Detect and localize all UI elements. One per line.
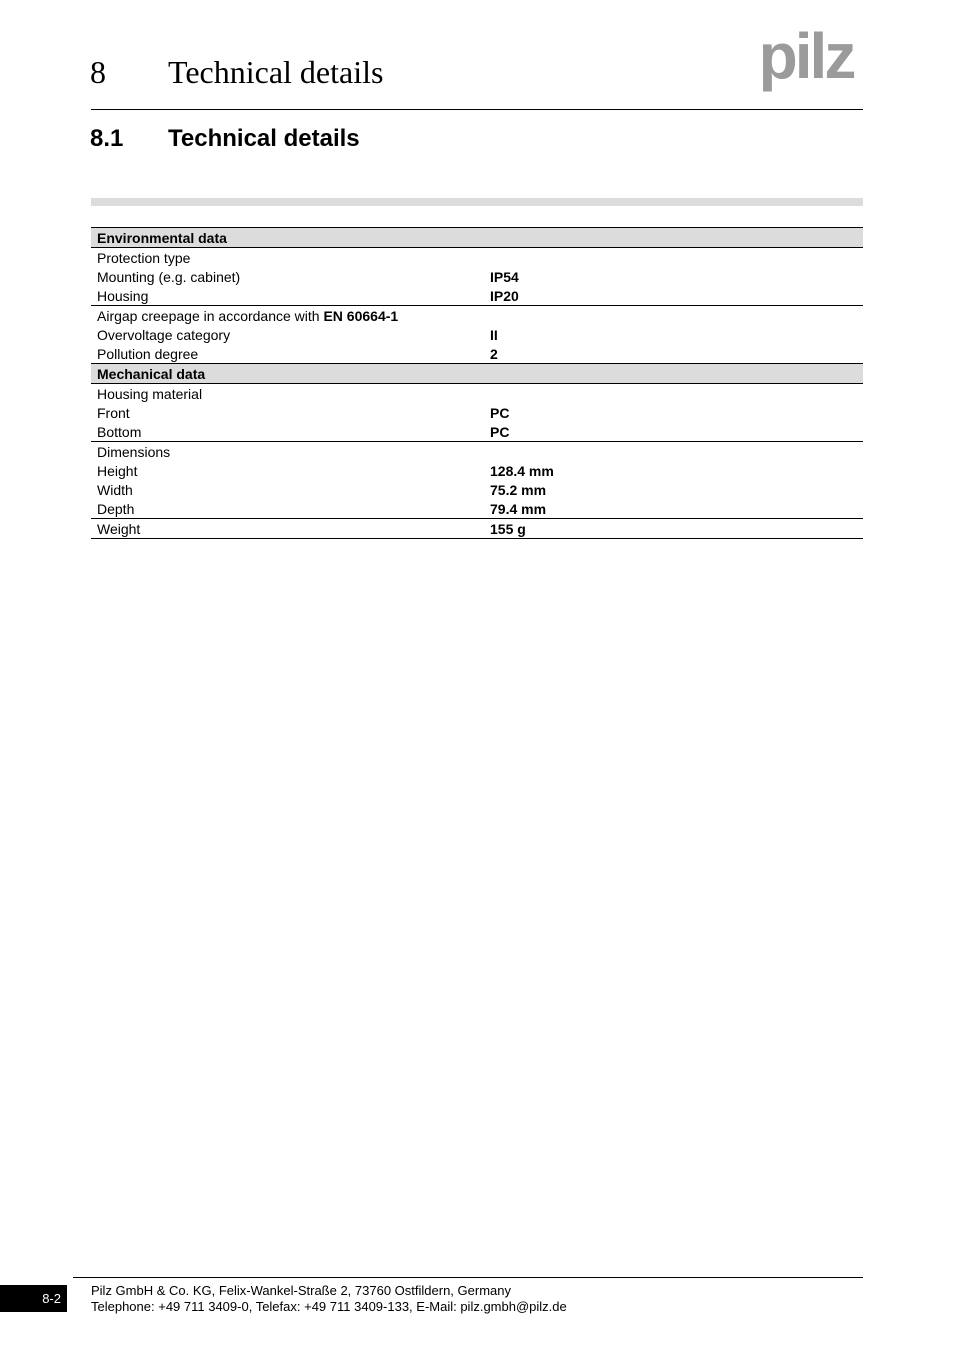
- row-label: Housing material: [97, 386, 203, 402]
- row-label: Protection type: [97, 250, 191, 266]
- table-row: [91, 248, 863, 268]
- table-row: [91, 344, 863, 364]
- table-section-header: [91, 364, 863, 384]
- table-row: [91, 422, 863, 442]
- row-label: [91, 306, 484, 326]
- table-row: [91, 461, 863, 480]
- row-value: 128.4 mm: [490, 463, 554, 479]
- pilz-logo: [748, 28, 864, 94]
- airgap-prefix: Airgap creepage in accordance with: [97, 308, 324, 324]
- table-section-header: [91, 228, 863, 248]
- table-row: [91, 403, 863, 422]
- environmental-heading: Environmental data: [91, 228, 863, 248]
- header-divider: [91, 109, 863, 110]
- page-number-badge: 8-2: [0, 1285, 67, 1312]
- row-value: PC: [484, 422, 863, 442]
- section-number: 8.1: [90, 125, 124, 152]
- row-label: Bottom: [91, 422, 484, 442]
- row-value: 79.4 mm: [484, 499, 863, 519]
- row-label: Weight: [91, 519, 484, 539]
- row-value: IP54: [490, 269, 519, 285]
- technical-details-table: [91, 227, 863, 539]
- footer-address: Pilz GmbH & Co. KG, Felix-Wankel-Straße 2, 73760 Ostfildern, Germany: [91, 1283, 511, 1298]
- section-divider-bar: [91, 198, 863, 206]
- table-row: [91, 442, 863, 462]
- airgap-standard: EN 60664-1: [323, 308, 399, 324]
- logo-text: pilz: [758, 28, 854, 92]
- row-value: PC: [490, 405, 510, 421]
- mechanical-heading: Mechanical data: [91, 364, 863, 384]
- row-label: Height: [97, 463, 138, 479]
- row-label: Housing: [91, 286, 484, 306]
- row-label: Width: [97, 482, 133, 498]
- footer-divider: [73, 1277, 863, 1278]
- row-value: II: [490, 327, 498, 343]
- table-row: [91, 286, 863, 306]
- section-title: Technical details: [168, 125, 360, 152]
- table-row: [91, 267, 863, 286]
- table-row: [91, 480, 863, 499]
- row-label: Pollution degree: [97, 346, 199, 362]
- row-label: Dimensions: [97, 444, 171, 460]
- table-row: [91, 306, 863, 326]
- table-row: [91, 384, 863, 404]
- table-row: [91, 519, 863, 539]
- footer-contact: Telephone: +49 711 3409-0, Telefax: +49 711 3409-133, E-Mail: pilz.gmbh@pilz.de: [91, 1299, 567, 1314]
- row-value: 155 g: [484, 519, 863, 539]
- chapter-title: Technical details: [168, 54, 384, 90]
- row-label: Mounting (e.g. cabinet): [97, 269, 241, 285]
- row-label: Depth: [91, 499, 484, 519]
- row-label: Front: [97, 405, 130, 421]
- chapter-number: 8: [90, 54, 106, 90]
- table-row: [91, 325, 863, 344]
- row-value: IP20: [484, 286, 863, 306]
- table-row: [91, 499, 863, 519]
- row-label: Overvoltage category: [97, 327, 231, 343]
- row-value: 2: [490, 346, 498, 362]
- row-value: 75.2 mm: [490, 482, 547, 498]
